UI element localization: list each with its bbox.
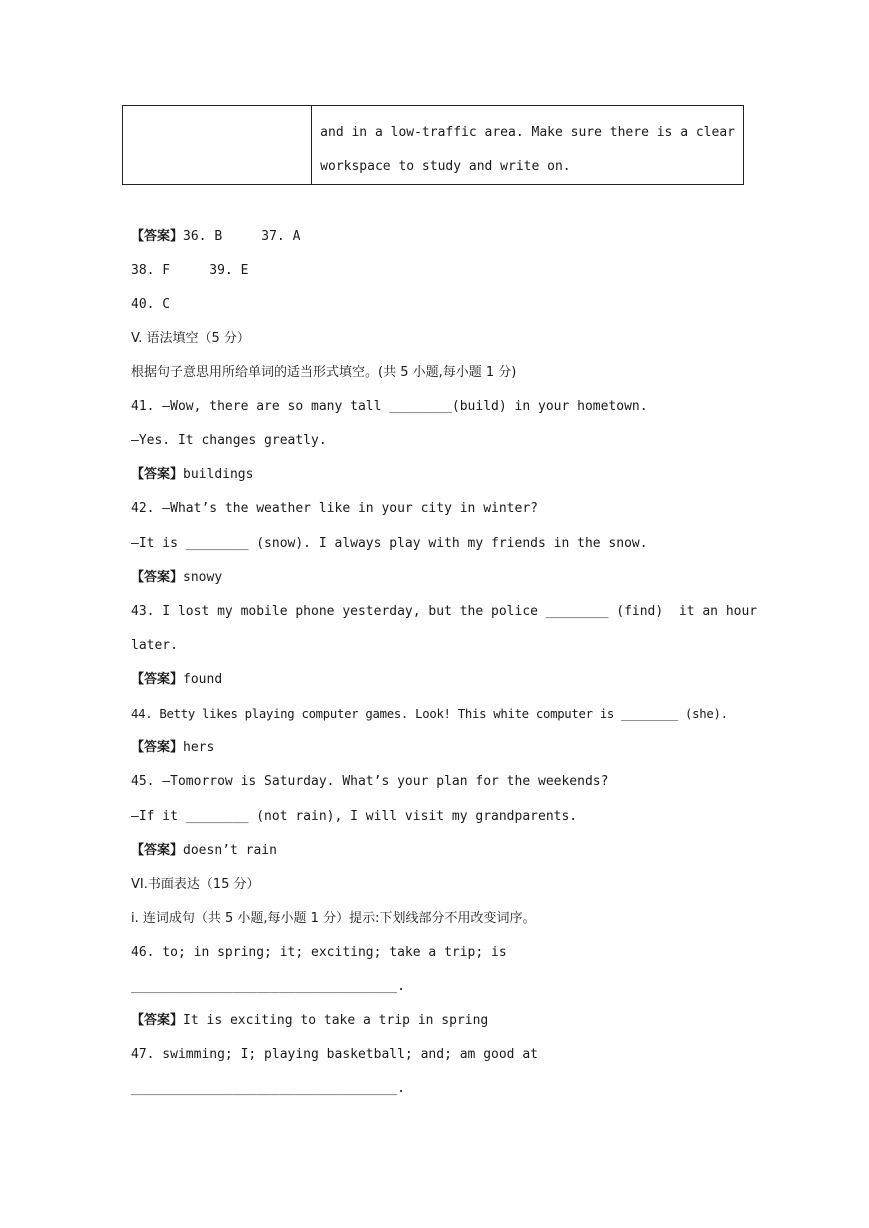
question-47-line1: 47. swimming; I; playing basketball; and; am good at [131,1047,538,1062]
answer-mark: 【答案】 [131,467,184,482]
answer-text: buildings [183,467,254,482]
table-text-line: and in a low-traffic area. Make sure there is a clear [320,125,735,140]
answer-text: snowy [183,570,223,585]
answer-mark: 【答案】 [131,843,184,858]
answer-41 [131,466,253,484]
answer-42 [131,569,222,587]
question-47-blank: __________________________________. [131,1081,405,1096]
answer-text: found [183,672,223,687]
answer-line-40: 40. C [131,297,171,312]
question-43-line2: later. [131,638,178,653]
question-45-line1: 45. —Tomorrow is Saturday. What’s your plan for the weekends? [131,774,609,789]
answer-mark: 【答案】 [131,740,184,755]
answer-text: 36. B 37. A [183,229,301,244]
table-cell-right [312,106,743,184]
answer-text: hers [183,740,215,755]
table-fragment [122,105,744,185]
question-42-line2: —It is ________ (snow). I always play with my friends in the snow. [131,536,648,551]
answer-mark: 【答案】 [131,570,184,585]
answer-46 [131,1012,488,1030]
answer-line-36-37 [131,228,300,246]
answer-mark: 【答案】 [131,229,184,244]
answer-text: It is exciting to take a trip in spring [183,1013,489,1028]
question-44-line1: 44. Betty likes playing computer games. Look! This white computer is ________ (she). [131,707,728,721]
answer-43 [131,671,222,689]
question-43-line1: 43. I lost my mobile phone yesterday, but the police ________ (find) it an hour [131,604,758,619]
question-41-line2: —Yes. It changes greatly. [131,433,327,448]
section-instruction: 根据句子意思用所给单词的适当形式填空。(共 5 小题,每小题 1 分) [131,365,517,380]
section-title-grammar: V. 语法填空（5 分） [131,331,250,346]
answer-44 [131,739,214,757]
question-46-blank: __________________________________. [131,979,405,994]
question-45-line2: —If it ________ (not rain), I will visit my grandparents. [131,809,578,824]
answer-45 [131,842,277,860]
table-text-line: workspace to study and write on. [320,159,571,174]
section-title-writing: VI.书面表达（15 分） [131,877,260,892]
answer-text: doesn’t rain [183,843,277,858]
answer-line-38-39: 38. F 39. E [131,263,249,278]
answer-mark: 【答案】 [131,672,184,687]
answer-mark: 【答案】 [131,1013,184,1028]
section-part-i-instruction: i. 连词成句（共 5 小题,每小题 1 分）提示:下划线部分不用改变词序。 [131,911,536,926]
question-42-line1: 42. —What’s the weather like in your city in winter? [131,501,538,516]
question-41-line1: 41. —Wow, there are so many tall ________(build) in your hometown. [131,399,648,414]
table-cell-left [123,106,312,184]
question-46-line1: 46. to; in spring; it; exciting; take a trip; is [131,945,507,960]
